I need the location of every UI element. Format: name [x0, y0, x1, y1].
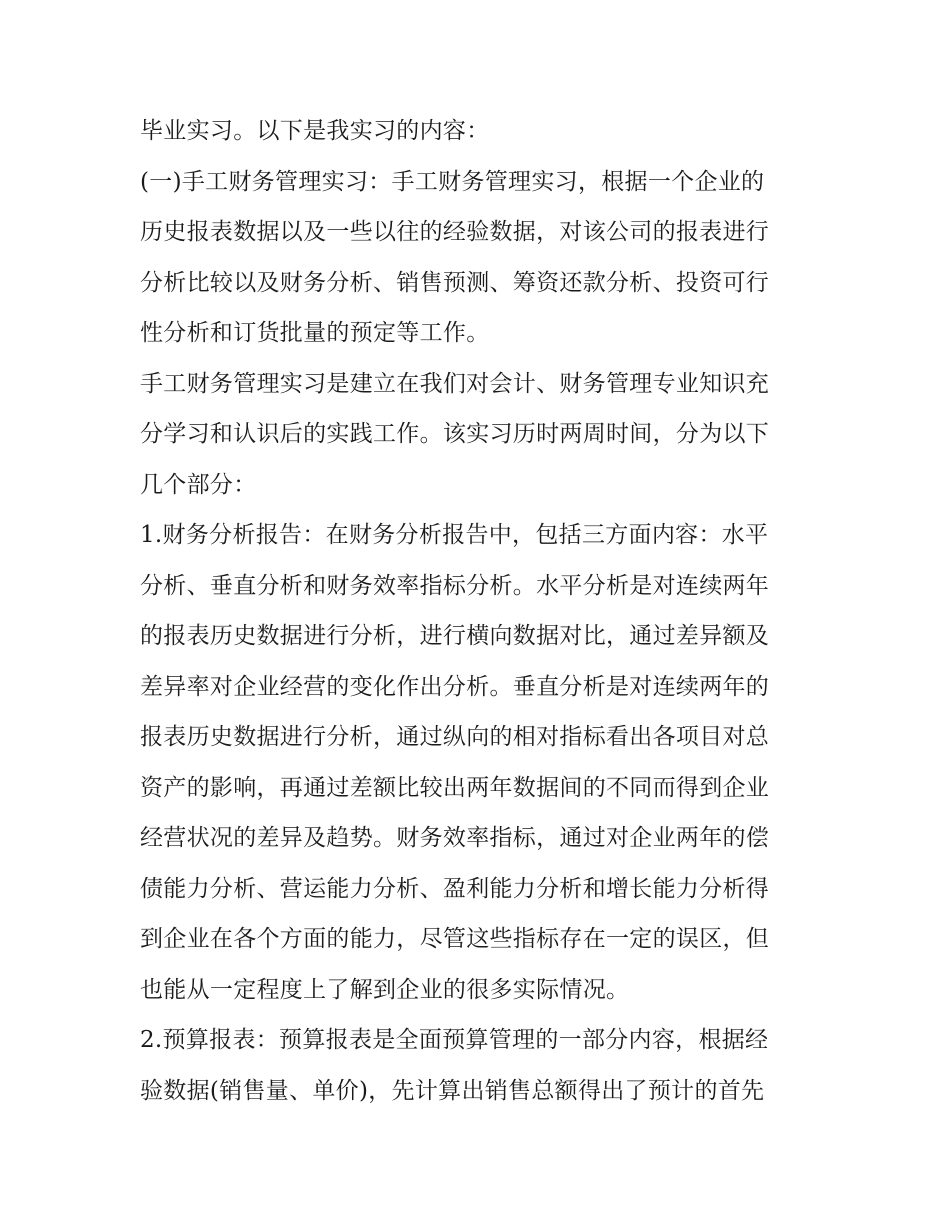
text-line: 几个部分： [140, 471, 257, 498]
text-line: 2.预算报表：预算报表是全面预算管理的一部分内容，根据经 [140, 1027, 769, 1053]
text-line: 差异率对企业经营的变化作出分析。垂直分析是对连续两年的 [140, 673, 770, 700]
text-line: 债能力分析、营运能力分析、盈利能力分析和增长能力分析得 [140, 875, 770, 902]
text-line: 验数据(销售量、单价)，先计算出销售总额得出了预计的首先 [140, 1077, 765, 1104]
text-line: 经营状况的差异及趋势。财务效率指标，通过对企业两年的偿 [140, 825, 770, 851]
text-line: 分析比较以及财务分析、销售预测、筹资还款分析、投资可行 [140, 269, 770, 296]
text-line: 报表历史数据进行分析，通过纵向的相对指标看出各项目对总 [140, 724, 770, 750]
text-line: 也能从一定程度上了解到企业的很多实际情况。 [140, 976, 630, 1003]
text-line: 1.财务分析报告：在财务分析报告中，包括三方面内容：水平 [140, 522, 769, 548]
text-line: 毕业实习。以下是我实习的内容： [140, 118, 490, 144]
text-line: 到企业在各个方面的能力，尽管这些指标存在一定的误区，但 [140, 926, 770, 952]
text-line: 手工财务管理实习是建立在我们对会计、财务管理专业知识充 [140, 370, 770, 397]
text-line: 性分析和订货批量的预定等工作。 [140, 320, 490, 346]
document-body [140, 106, 816, 1116]
text-line: 分析、垂直分析和财务效率指标分析。水平分析是对连续两年 [140, 572, 770, 599]
text-line: 历史报表数据以及一些以往的经验数据，对该公司的报表进行 [140, 219, 770, 245]
text-line: (一)手工财务管理实习：手工财务管理实习，根据一个企业的 [140, 168, 765, 195]
text-line: 的报表历史数据进行分析，进行横向数据对比，通过差异额及 [140, 623, 770, 649]
text-line: 分学习和认识后的实践工作。该实习历时两周时间，分为以下 [140, 421, 770, 447]
text-line: 资产的影响，再通过差额比较出两年数据间的不同而得到企业 [140, 774, 770, 801]
